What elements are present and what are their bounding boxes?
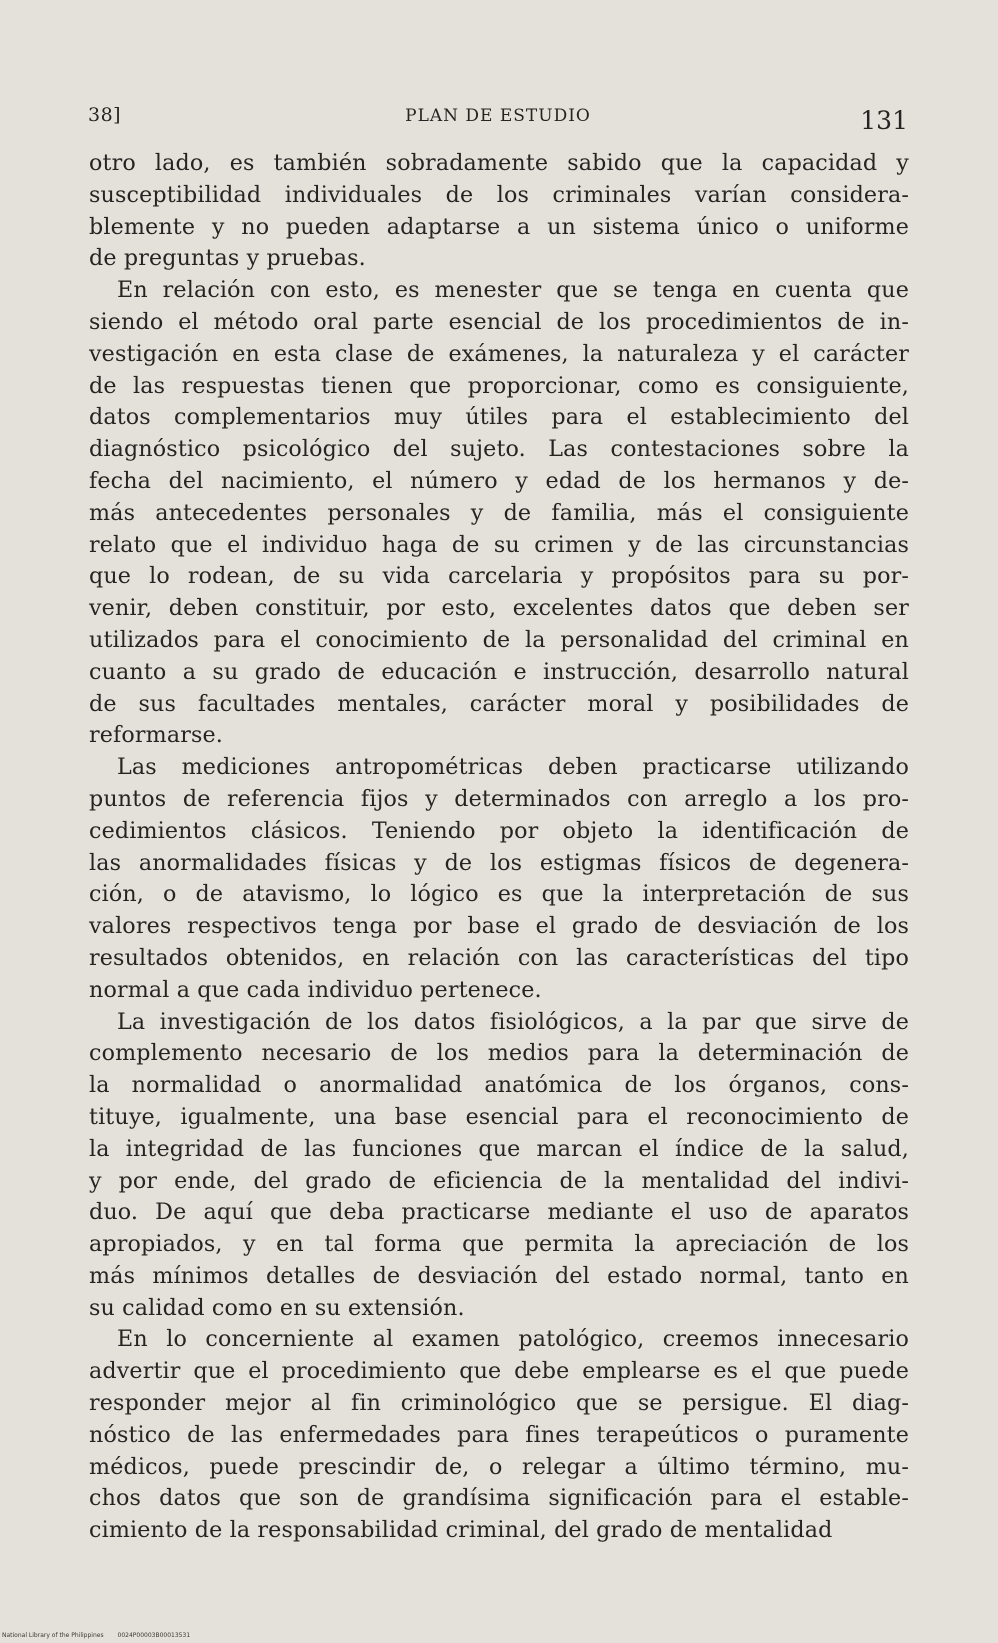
text-line: diagnóstico psicológico del sujeto. Las contestaciones sobre la <box>89 436 909 463</box>
text-line: complemento necesario de los medios para la determinación de <box>89 1040 909 1067</box>
running-title: PLAN DE ESTUDIO <box>405 106 591 126</box>
text-line: cimiento de la responsabilidad criminal, del grado de mentalidad <box>89 1517 833 1544</box>
text-line: puntos de referencia fijos y determinados con arreglo a los pro- <box>89 785 909 812</box>
text-line: más antecedentes personales y de familia, más el consiguiente <box>89 499 909 526</box>
body-text <box>89 148 909 1547</box>
text-line: de sus facultades mentales, carácter moral y posibilidades de <box>89 690 909 717</box>
text-line: su calidad como en su extensión. <box>89 1294 465 1321</box>
text-line: fecha del nacimiento, el número y edad de los hermanos y de- <box>89 467 909 494</box>
text-line: Las mediciones antropométricas deben practicarse utilizando <box>117 754 909 781</box>
text-line: la integridad de las funciones que marcan el índice de la salud, <box>89 1135 909 1162</box>
paragraph <box>89 1007 909 1325</box>
text-line: y por ende, del grado de eficiencia de la mentalidad del indivi- <box>89 1167 909 1194</box>
text-line: apropiados, y en tal forma que permita la apreciación de los <box>89 1231 909 1258</box>
text-line: chos datos que son de grandísima significación para el estable- <box>89 1485 909 1512</box>
text-line: vestigación en esta clase de exámenes, la naturaleza y el carácter <box>89 340 909 367</box>
text-line: venir, deben constituir, por esto, excelentes datos que deben ser <box>89 595 909 622</box>
text-line: cuanto a su grado de educación e instrucción, desarrollo natural <box>89 658 909 685</box>
section-marker: 38] <box>88 104 122 126</box>
text-line: normal a que cada individuo pertenece. <box>89 976 542 1003</box>
text-line: cedimientos clásicos. Teniendo por objeto la identificación de <box>89 817 909 844</box>
text-line: En relación con esto, es menester que se tenga en cuenta que <box>117 277 909 304</box>
paragraph <box>89 275 909 752</box>
text-line: reformarse. <box>89 722 224 749</box>
text-line: blemente y no pueden adaptarse a un sistema único o uniforme <box>89 213 909 240</box>
paragraph <box>89 1324 909 1547</box>
text-line: más mínimos detalles de desviación del estado normal, tanto en <box>89 1262 909 1289</box>
text-line: responder mejor al fin criminológico que se persigue. El diag- <box>89 1390 909 1417</box>
text-line: utilizados para el conocimiento de la personalidad del criminal en <box>89 626 909 653</box>
text-line: valores respectivos tenga por base el grado de desviación de los <box>89 913 909 940</box>
page-header <box>88 104 908 138</box>
text-line: las anormalidades físicas y de los estigmas físicos de degenera- <box>89 849 909 876</box>
text-line: otro lado, es también sobradamente sabido que la capacidad y <box>89 150 909 176</box>
footer <box>2 1632 190 1639</box>
text-line: advertir que el procedimiento que debe emplearse es el que puede <box>89 1358 909 1385</box>
text-line: datos complementarios muy útiles para el establecimiento del <box>89 404 909 431</box>
text-line: siendo el método oral parte esencial de los procedimientos de in- <box>89 308 909 335</box>
paragraph <box>89 752 909 1006</box>
text-line: que lo rodean, de su vida carcelaria y propósitos para su por- <box>89 563 909 590</box>
text-line: resultados obtenidos, en relación con las características del tipo <box>89 944 909 971</box>
text-line: de las respuestas tienen que proporcionar, como es consiguiente, <box>89 372 909 399</box>
text-line: médicos, puede prescindir de, o relegar a último término, mu- <box>89 1453 909 1480</box>
text-line: relato que el individuo haga de su crimen y de las circunstancias <box>89 531 909 558</box>
paragraph <box>89 148 909 275</box>
page-number: 131 <box>860 106 908 135</box>
text-line: tituye, igualmente, una base esencial para el reconocimiento de <box>89 1103 909 1130</box>
text-line: susceptibilidad individuales de los criminales varían considera- <box>89 181 909 208</box>
text-line: duo. De aquí que deba practicarse mediante el uso de aparatos <box>89 1199 909 1226</box>
footer-source: National Library of the Philippines <box>2 1632 104 1639</box>
text-line: ción, o de atavismo, lo lógico es que la interpretación de sus <box>89 881 909 908</box>
text-line: La investigación de los datos fisiológicos, a la par que sirve de <box>117 1008 909 1035</box>
footer-id: 0024P00003B00013531 <box>117 1632 191 1639</box>
text-line: En lo concerniente al examen patológico, creemos innecesario <box>117 1326 909 1353</box>
text-line: de preguntas y pruebas. <box>89 245 366 272</box>
text-line: la normalidad o anormalidad anatómica de los órganos, cons- <box>89 1072 909 1099</box>
text-line: nóstico de las enfermedades para fines terapeúticos o puramente <box>89 1421 909 1448</box>
